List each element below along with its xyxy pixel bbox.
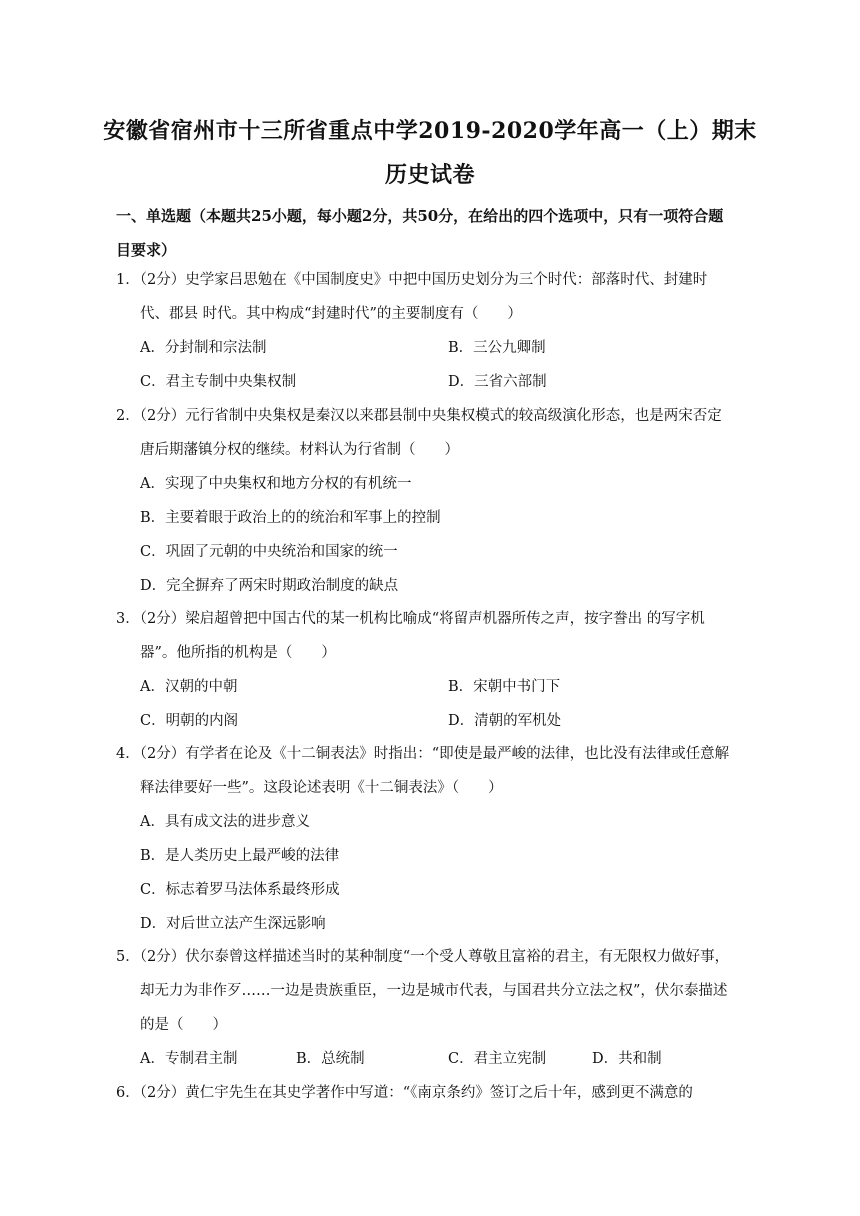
exam-subtitle: 历史试卷 xyxy=(384,162,475,188)
question-1 xyxy=(116,263,736,399)
option-c[interactable]: C．君主专制中央集权制 xyxy=(140,374,297,390)
options-row xyxy=(116,331,736,365)
section-header: 一、单选题（本题共25小题，每小题2分，共50分，在给出的四个选项中，只有一项符合题目要求） xyxy=(116,207,724,259)
question-stem: 2．（2分）元行省制中央集权是秦汉以来郡县制中央集权模式的较高级演化形态，也是两宋否定唐后期藩镇分权的继续。材料认为行省制（ ） xyxy=(116,408,722,458)
option-d[interactable]: D．对后世立法产生深远影响 xyxy=(140,916,326,932)
options-row xyxy=(116,1042,736,1076)
question-stem: 1．（2分）史学家吕思勉在《中国制度史》中把中国历史划分为三个时代：部落时代、封建时代、郡县 时代。其中构成“封建时代”的主要制度有（ ） xyxy=(116,272,708,322)
option-c[interactable]: C．明朝的内阁 xyxy=(140,713,239,729)
option-b[interactable]: B．总统制 xyxy=(296,1051,365,1067)
exam-title: 安徽省宿州市十三所省重点中学2019-2020学年高一（上）期末 xyxy=(103,118,757,144)
option-c[interactable]: C．标志着罗马法体系最终形成 xyxy=(140,882,340,898)
question-4 xyxy=(116,737,736,941)
option-d[interactable]: D．三省六部制 xyxy=(448,374,547,390)
option-b[interactable]: B．三公九卿制 xyxy=(448,340,546,356)
question-stem: 5．（2分）伏尔泰曾这样描述当时的某种制度“一个受人尊敬且富裕的君主，有无限权力做好事，却无力为非作歹……一边是贵族重臣，一边是城市代表，与国君共分立法之权”，伏尔泰描述的是（ ） xyxy=(116,949,730,1033)
question-stem: 6．（2分）黄仁宇先生在其史学著作中写道：“《南京条约》签订之后十年，感到更不满意的 xyxy=(116,1085,693,1101)
question-2 xyxy=(116,399,736,603)
option-b[interactable]: B．主要着眼于政治上的的统治和军事上的控制 xyxy=(140,510,441,526)
question-6 xyxy=(116,1076,736,1110)
option-d[interactable]: D．共和制 xyxy=(592,1051,662,1067)
option-d[interactable]: D．清朝的军机处 xyxy=(448,713,562,729)
option-a[interactable]: A．汉朝的中朝 xyxy=(140,679,238,695)
option-b[interactable]: B．宋朝中书门下 xyxy=(448,679,561,695)
question-stem: 3．（2分）梁启超曾把中国古代的某一机构比喻成“将留声机器所传之声，按字誊出 的写字机器”。他所指的机构是（ ） xyxy=(116,611,705,661)
option-a[interactable]: A．实现了中央集权和地方分权的有机统一 xyxy=(140,476,412,492)
option-c[interactable]: C．巩固了元朝的中央统治和国家的统一 xyxy=(140,544,398,560)
option-c[interactable]: C．君主立宪制 xyxy=(448,1051,547,1067)
option-a[interactable]: A．具有成文法的进步意义 xyxy=(140,814,310,830)
option-a[interactable]: A．分封制和宗法制 xyxy=(140,340,267,356)
options-row xyxy=(116,704,736,738)
question-stem: 4．（2分）有学者在论及《十二铜表法》时指出：“即使是最严峻的法律，也比没有法律或任意解释法律要好一些”。这段论述表明《十二铜表法》（ ） xyxy=(116,746,730,796)
option-b[interactable]: B．是人类历史上最严峻的法律 xyxy=(140,848,340,864)
question-3 xyxy=(116,602,736,738)
option-d[interactable]: D．完全摒弃了两宋时期政治制度的缺点 xyxy=(140,578,399,594)
options-row xyxy=(116,670,736,704)
options-row xyxy=(116,365,736,399)
question-5 xyxy=(116,940,736,1076)
option-a[interactable]: A．专制君主制 xyxy=(140,1051,238,1067)
